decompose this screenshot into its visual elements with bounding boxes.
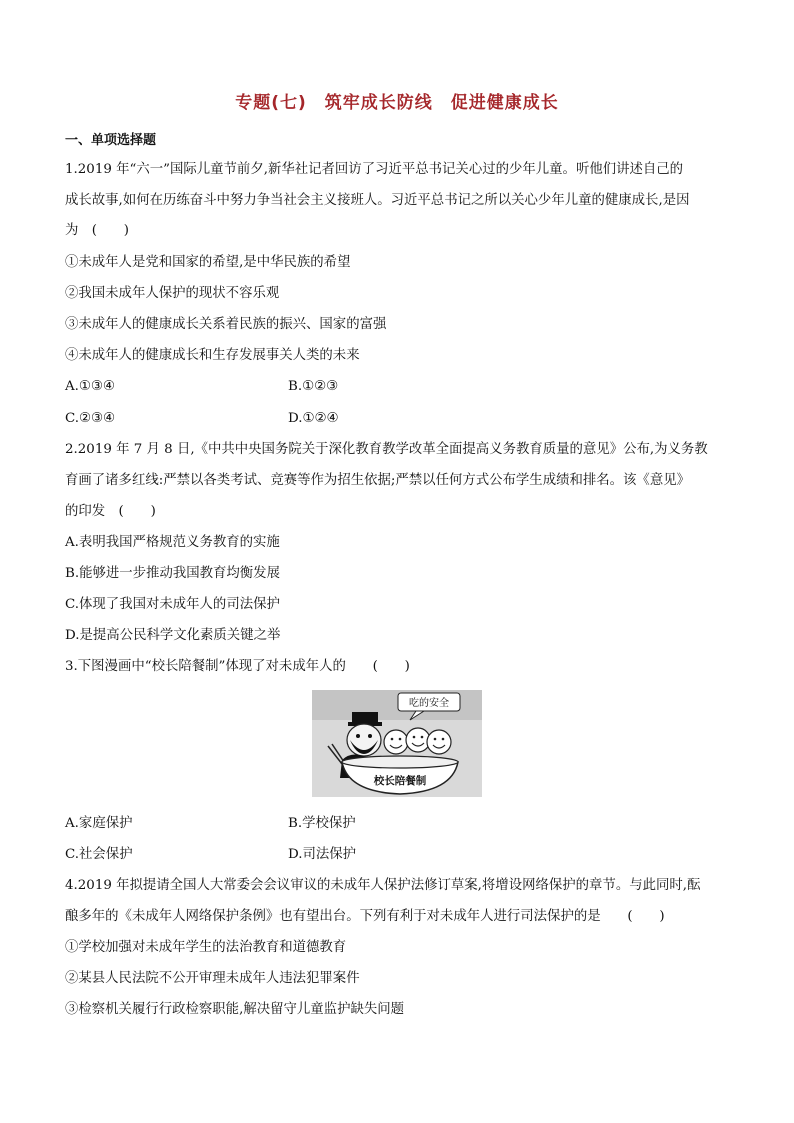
q3-option-c: C.社会保护	[65, 847, 133, 862]
child-figure-3	[427, 730, 451, 754]
q3-stem: 3.下图漫画中“校长陪餐制”体现了对未成年人的 ( )	[65, 659, 410, 674]
q1-stem-line-1: 1.2019 年“六一”国际儿童节前夕,新华社记者回访了习近平总书记关心过的少年儿童。听他们讲述自己的	[65, 162, 684, 177]
q2-option-a: A.表明我国严格规范义务教育的实施	[65, 535, 280, 550]
page-title: 专题(七) 筑牢成长防线 促进健康成长	[235, 93, 559, 113]
child-figure-2	[406, 728, 430, 752]
section-heading: 一、单项选择题	[65, 133, 157, 148]
speech-bubble-text: 吃的安全	[409, 698, 449, 709]
bowl-label: 校长陪餐制	[373, 775, 427, 787]
q1-stem-line-3: 为 ( )	[65, 223, 130, 238]
q2-option-d: D.是提高公民科学文化素质关键之举	[65, 628, 281, 643]
child-figure-1	[384, 730, 408, 754]
q2-option-c: C.体现了我国对未成年人的司法保护	[65, 597, 280, 612]
q2-option-b: B.能够进一步推动我国教育均衡发展	[65, 566, 280, 581]
q1-option-b: B.①②③	[288, 379, 339, 394]
q4-stem-line-2: 酿多年的《未成年人网络保护条例》也有望出台。下列有利于对未成年人进行司法保护的是 ( )	[65, 909, 665, 924]
q3-option-b: B.学校保护	[288, 816, 356, 831]
q2-stem-line-2: 育画了诸多红线:严禁以各类考试、竞赛等作为招生依据;严禁以任何方式公布学生成绩和排名。该《意见》	[65, 473, 690, 488]
q2-stem-line-1: 2.2019 年 7 月 8 日,《中共中央国务院关于深化教育教学改革全面提高义务教育质量的意见》公布,为义务教	[65, 442, 708, 457]
q3-option-a: A.家庭保护	[65, 816, 133, 831]
q1-item-4: ④未成年人的健康成长和生存发展事关人类的未来	[65, 348, 360, 363]
q4-item-2: ②某县人民法院不公开审理未成年人违法犯罪案件	[65, 971, 360, 986]
q1-item-2: ②我国未成年人保护的现状不容乐观	[65, 286, 280, 301]
q1-option-a: A.①③④	[65, 379, 115, 394]
q4-stem-line-1: 4.2019 年拟提请全国人大常委会会议审议的未成年人保护法修订草案,将增设网络保护的章节。与此同时,酝	[65, 878, 701, 893]
q4-item-3: ③检察机关履行行政检察职能,解决留守儿童监护缺失问题	[65, 1002, 405, 1017]
principal-meal-comic	[312, 690, 482, 797]
q3-option-d: D.司法保护	[288, 847, 357, 862]
q1-option-d: D.①②④	[288, 411, 339, 426]
q2-stem-line-3: 的印发 ( )	[65, 504, 156, 519]
q1-item-1: ①未成年人是党和国家的希望,是中华民族的希望	[65, 255, 351, 270]
q4-item-1: ①学校加强对未成年学生的法治教育和道德教育	[65, 940, 347, 955]
q1-option-c: C.②③④	[65, 411, 116, 426]
q1-stem-line-2: 成长故事,如何在历练奋斗中努力争当社会主义接班人。习近平总书记之所以关心少年儿童的健康成长,是因	[65, 193, 690, 208]
q1-item-3: ③未成年人的健康成长关系着民族的振兴、国家的富强	[65, 317, 387, 332]
